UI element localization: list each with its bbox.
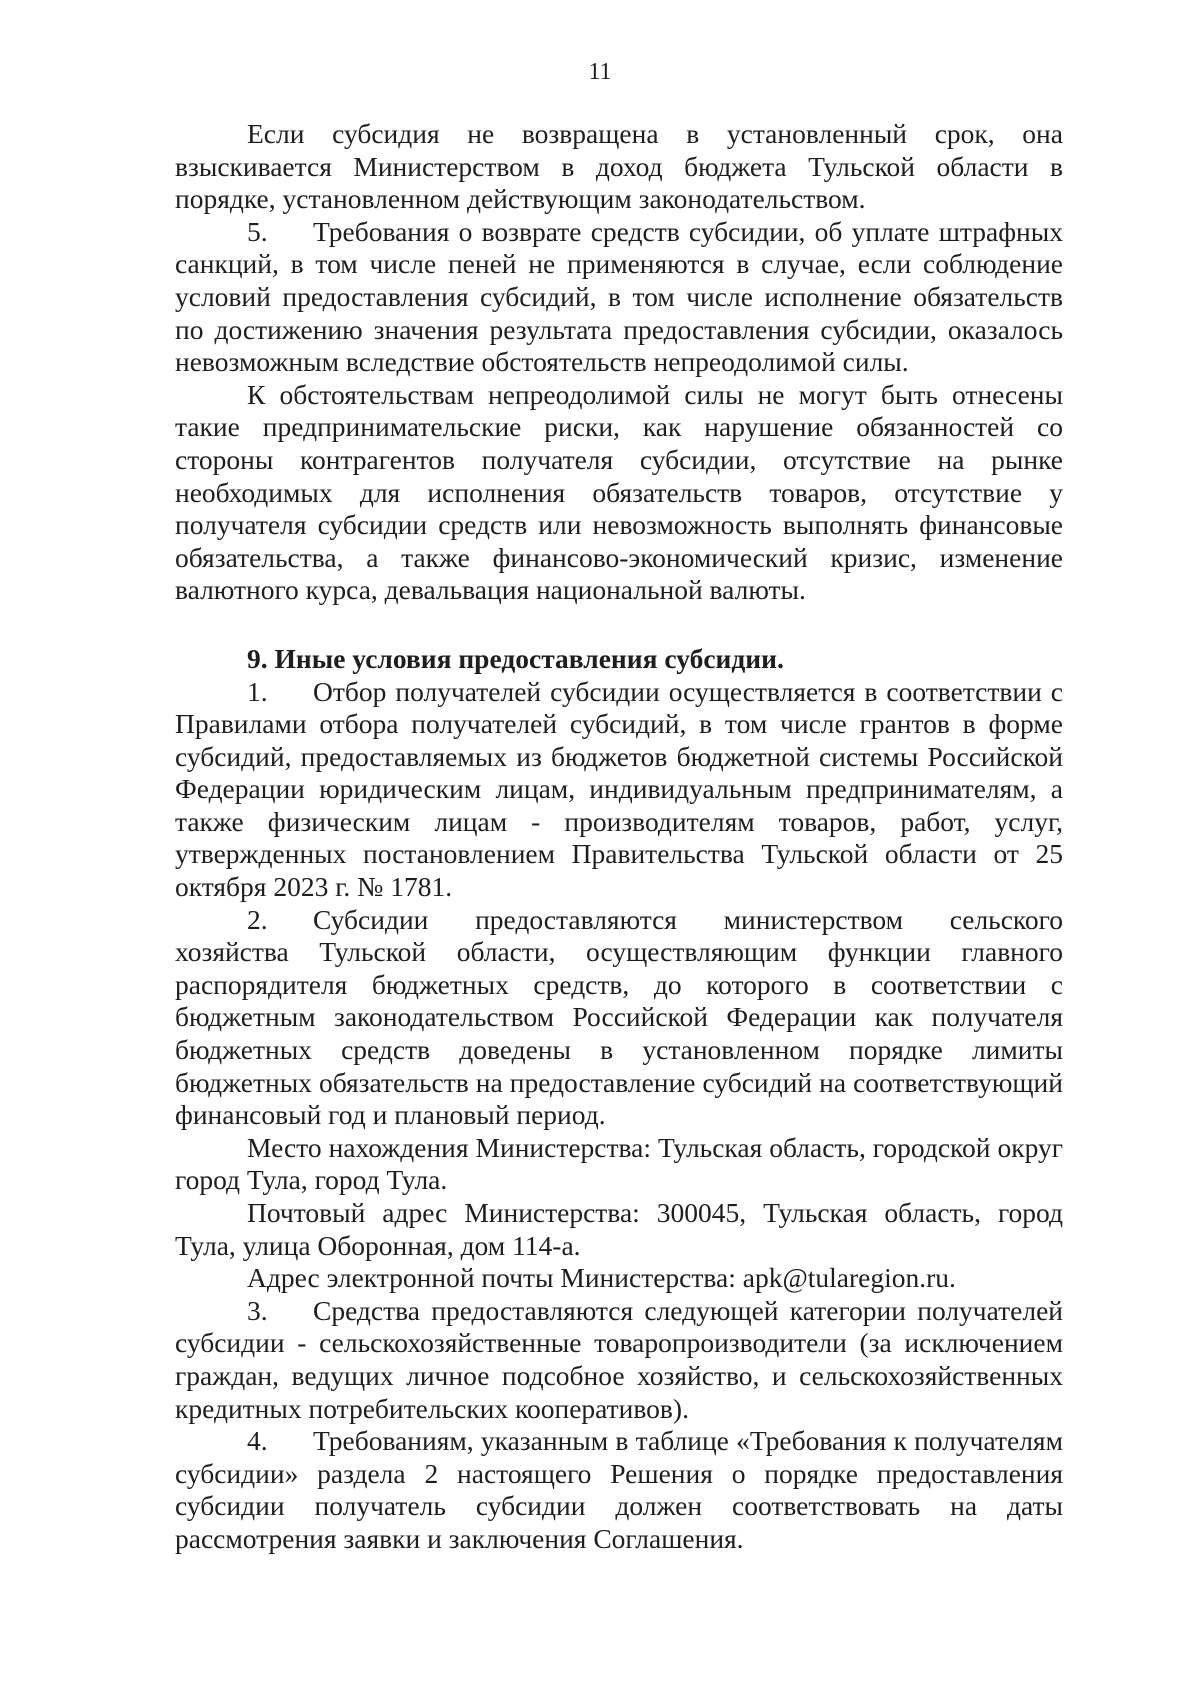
paragraph-ministry-location: Место нахождения Министерства: Тульская область, городской округ город Тула, город Тула. [175, 1131, 1063, 1196]
list-item-number: 5. [247, 215, 268, 247]
list-item-number: 1. [247, 675, 268, 707]
paragraph-postal-address: Почтовый адрес Министерства: 300045, Тульская область, город Тула, улица Оборонная, дом 114-а. [175, 1197, 1063, 1261]
list-item-2 [175, 904, 1063, 1132]
list-item-5 [175, 216, 1063, 379]
paragraph-email-address: Адрес электронной почты Министерства: apk@tularegion.ru. [247, 1262, 956, 1294]
paragraph-subsidy-recovery: Если субсидия не возвращена в установленный срок, она взыскивается Министерством в доход бюджета Тульской области в порядке, установленном действующим законодательством. [175, 118, 1063, 215]
list-item-3 [175, 1295, 1063, 1425]
page-number: 11 [588, 59, 612, 85]
list-item-number: 4. [247, 1425, 268, 1457]
list-item-text: Средства предоставляются следующей категории получателей субсидии - сельскохозяйственные товаропроизводители (за исключением граждан, ведущих личное подсобное хозяйство, и сельскохозяйственных кредитных потребительских кооперативов). [175, 1294, 1063, 1424]
list-item-text: Субсидии предоставляются министерством сельского хозяйства Тульской области, осуществляющим функции главного распорядителя бюджетных средств, до которого в соответствии с бюджетным законодательством Российской Федерации как получателя бюджетных средств доведены в установленном порядке лимиты бюджетных обязательств на предоставление субсидий на соответствующий финансовый год и плановый период. [175, 903, 1063, 1131]
list-item-4 [175, 1425, 1063, 1555]
section-heading-9: 9. Иные условия предоставления субсидии. [247, 642, 784, 674]
list-item-text: Требованиям, указанным в таблице «Требования к получателям субсидии» раздела 2 настоящего Решения о порядке предоставления субсидии получатель субсидии должен соответствовать на даты рассмотрения заявки и заключения Соглашения. [175, 1425, 1063, 1554]
document-body [175, 118, 1063, 1556]
paragraph-force-majeure: К обстоятельствам непреодолимой силы не могут быть отнесены такие предпринимательские риски, как нарушение обязанностей со стороны контрагентов получателя субсидии, отсутствие на рынке необходимых для исполнения обязательств товаров, отсутствие у получателя субсидии средств или невозможность выполнять финансовые обязательства, а также финансово-экономический кризис, изменение валютного курса, девальвация национальной валюты. [175, 378, 1063, 606]
list-item-number: 3. [247, 1294, 268, 1326]
list-item-1 [175, 676, 1063, 904]
list-item-text: Отбор получателей субсидии осуществляется в соответствии с Правилами отбора получателей субсидий, в том числе грантов в форме субсидий, предоставляемых из бюджетов бюджетной системы Российской Федерации юридическим лицам, индивидуальным предпринимателям, а также физическим лицам - производителям товаров, работ, услуг, утвержденных постановлением Правительства Тульской области от 25 октября 2023 г. № 1781. [175, 675, 1063, 903]
list-item-number: 2. [247, 903, 268, 935]
list-item-text: Требования о возврате средств субсидии, об уплате штрафных санкций, в том числе пеней не применяются в случае, если соблюдение условий предоставления субсидий, в том числе исполнение обязательств по достижению значения результата предоставления субсидии, оказалось невозможным вследствие обстоятельств непреодолимой силы. [175, 215, 1063, 378]
